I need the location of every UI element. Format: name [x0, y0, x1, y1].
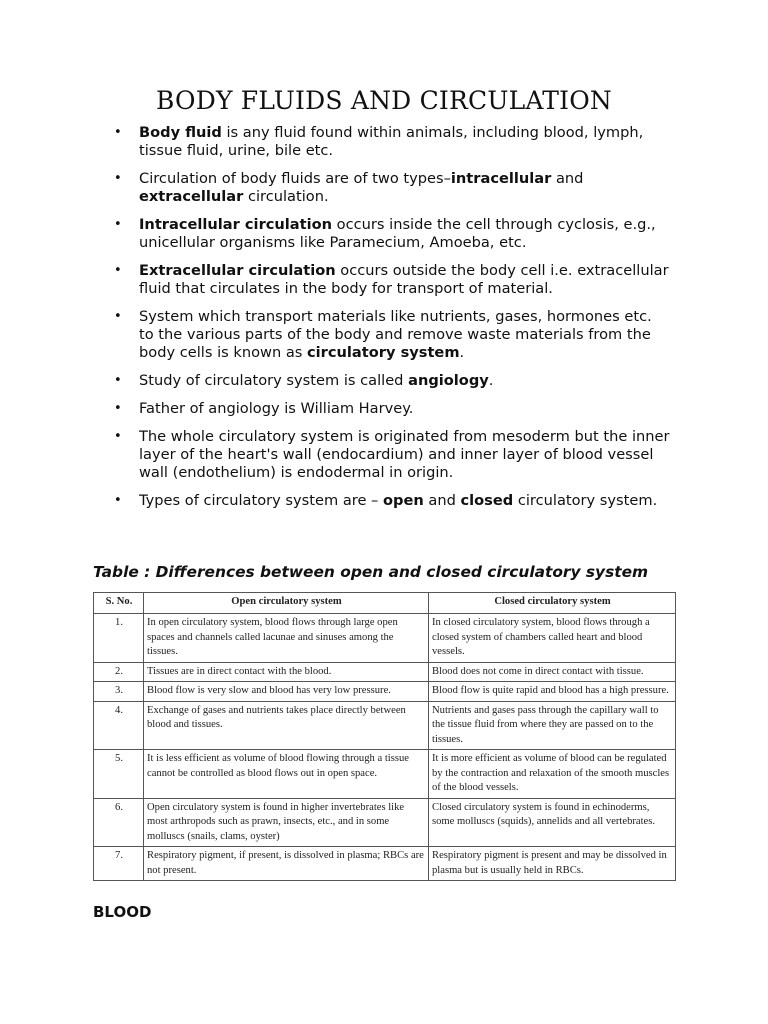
bullet-text: occurs outside the body cell i.e. extracellular fluid that circulates in the body for transport of material. — [139, 262, 669, 297]
bullet-text: is any fluid found within animals, including blood, lymph, tissue fluid, urine, bile etc. — [139, 124, 644, 159]
bullet-text: and — [551, 170, 584, 187]
bold-term: intracellular — [450, 170, 552, 187]
table-row — [94, 701, 676, 750]
cell-closed: It is more efficient as volume of blood can be regulated by the contraction and relaxation of the smooth muscles of the blood vessels. — [429, 750, 676, 799]
cell-closed: In closed circulatory system, blood flows through a closed system of chambers called heart and blood vessels. — [429, 614, 676, 663]
bullet-text: . — [459, 344, 465, 361]
cell-sno: 3. — [94, 682, 144, 702]
cell-closed: Blood does not come in direct contact with tissue. — [429, 662, 676, 682]
bullet-item — [110, 400, 670, 418]
cell-closed: Nutrients and gases pass through the capillary wall to the tissue fluid from where they are passed on to the tissues. — [429, 701, 676, 750]
bold-term: Body fluid — [139, 124, 222, 141]
bullet-item — [110, 428, 670, 482]
bold-term: circulatory system — [307, 344, 460, 361]
bullet-text: Father of angiology is William Harvey. — [139, 400, 414, 417]
table-body — [94, 614, 676, 881]
cell-sno: 5. — [94, 750, 144, 799]
bullet-text: . — [488, 372, 494, 389]
cell-open: It is less efficient as volume of blood flowing through a tissue cannot be controlled as blood flows out in open space. — [144, 750, 429, 799]
table-header-row — [94, 593, 676, 614]
table-row — [94, 614, 676, 663]
bullet-item — [110, 170, 670, 206]
bold-term: closed — [460, 492, 514, 509]
bold-term: open — [383, 492, 424, 509]
cell-sno: 7. — [94, 847, 144, 881]
bullet-item — [110, 492, 670, 510]
cell-open: In open circulatory system, blood flows through large open spaces and channels called lacunae and sinuses among the tissues. — [144, 614, 429, 663]
cell-closed: Closed circulatory system is found in echinoderms, some molluscs (squids), annelids and all vertebrates. — [429, 798, 676, 847]
bullet-text: The whole circulatory system is originated from mesoderm but the inner layer of the heart's wall (endocardium) and inner layer of blood vessel wall (endothelium) is endodermal in origin. — [139, 428, 670, 481]
cell-sno: 6. — [94, 798, 144, 847]
header-open: Open circulatory system — [144, 593, 429, 614]
cell-open: Tissues are in direct contact with the blood. — [144, 662, 429, 682]
bullet-text: circulatory system. — [513, 492, 658, 509]
table-row — [94, 662, 676, 682]
section-heading-blood: BLOOD — [93, 903, 152, 921]
bold-term: Intracellular circulation — [139, 216, 333, 233]
bullet-item — [110, 216, 670, 252]
bullet-item — [110, 262, 670, 298]
bold-term: angiology — [408, 372, 489, 389]
table-row — [94, 798, 676, 847]
table-caption: Table : Differences between open and closed circulatory system — [93, 563, 649, 581]
cell-sno: 1. — [94, 614, 144, 663]
bullet-item — [110, 308, 670, 362]
comparison-table — [93, 592, 676, 881]
bullet-text: Types of circulatory system are – — [139, 492, 383, 509]
cell-sno: 4. — [94, 701, 144, 750]
cell-open: Exchange of gases and nutrients takes place directly between blood and tissues. — [144, 701, 429, 750]
bullet-text: occurs inside the cell through cyclosis, e.g., unicellular organisms like Paramecium, Amoeba, etc. — [139, 216, 656, 251]
page-title: BODY FLUIDS AND CIRCULATION — [155, 86, 613, 115]
header-sno: S. No. — [94, 593, 144, 614]
table-row — [94, 847, 676, 881]
bullet-text: circulation. — [243, 188, 329, 205]
cell-closed: Respiratory pigment is present and may be dissolved in plasma but is usually held in RBCs. — [429, 847, 676, 881]
bold-term: extracellular — [139, 188, 244, 205]
cell-closed: Blood flow is quite rapid and blood has a high pressure. — [429, 682, 676, 702]
table-row — [94, 750, 676, 799]
cell-open: Blood flow is very slow and blood has very low pressure. — [144, 682, 429, 702]
cell-open: Open circulatory system is found in higher invertebrates like most arthropods such as prawn, insects, etc., and in some molluscs (snails, clams, oyster) — [144, 798, 429, 847]
bullet-text: and — [423, 492, 461, 509]
cell-sno: 2. — [94, 662, 144, 682]
bullet-text: Study of circulatory system is called — [139, 372, 409, 389]
table-row — [94, 682, 676, 702]
bullet-text: System which transport materials like nutrients, gases, hormones etc. to the various parts of the body and remove waste materials from the body cells is known as — [139, 308, 652, 361]
cell-open: Respiratory pigment, if present, is dissolved in plasma; RBCs are not present. — [144, 847, 429, 881]
bold-term: Extracellular circulation — [139, 262, 336, 279]
bullet-item — [110, 124, 670, 160]
bullet-item — [110, 372, 670, 390]
bullet-list — [110, 124, 670, 520]
bullet-text: Circulation of body fluids are of two types– — [139, 170, 451, 187]
header-closed: Closed circulatory system — [429, 593, 676, 614]
